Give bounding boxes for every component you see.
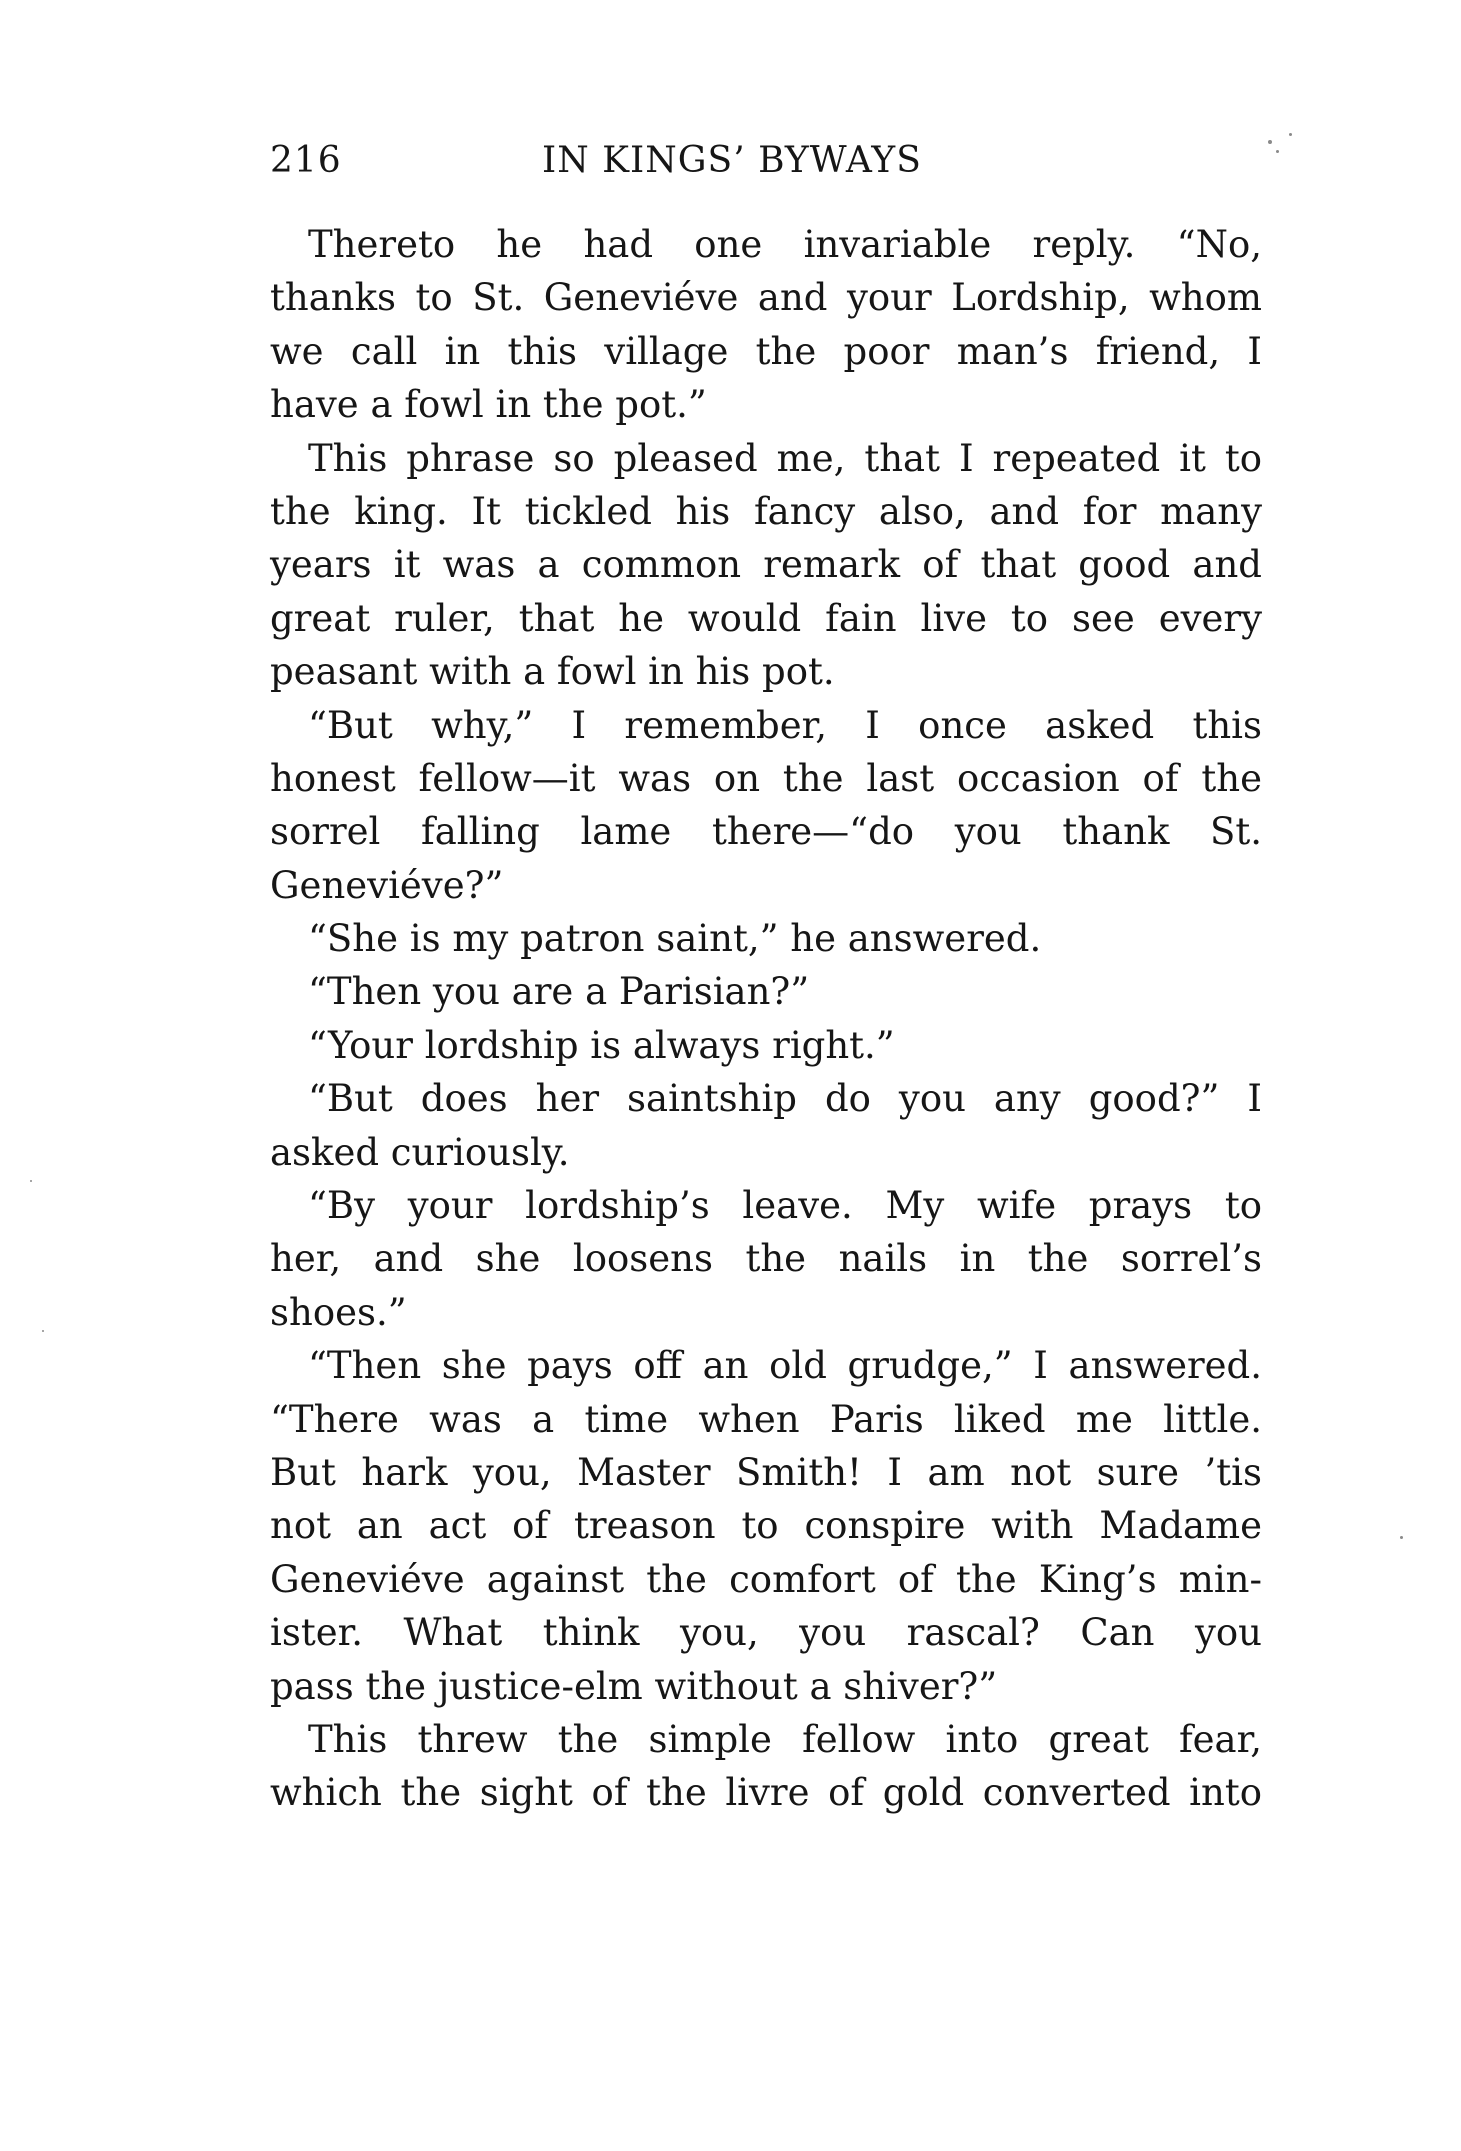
- text-line: thanks to St. Geneviéve and your Lordship, whom: [270, 276, 1262, 320]
- text-line: which the sight of the livre of gold converted into: [270, 1771, 1262, 1815]
- text-line: peasant with a fowl in his pot.: [270, 650, 835, 694]
- text-line: we call in this village the poor man’s friend, I: [270, 329, 1262, 373]
- text-line: pass the justice-elm without a shiver?”: [270, 1664, 998, 1708]
- text-line: “She is my patron saint,” he answered.: [308, 917, 1042, 961]
- running-head: [270, 140, 1260, 192]
- scan-speck: [1268, 140, 1272, 144]
- text-line: the king. It tickled his fancy also, and for many: [270, 489, 1262, 533]
- scan-speck: [1276, 150, 1279, 153]
- scan-speck: [1400, 1536, 1403, 1539]
- text-line: not an act of treason to conspire with Madame: [270, 1504, 1262, 1548]
- text-line: Geneviéve?”: [270, 863, 504, 907]
- scan-speck: [42, 1330, 44, 1332]
- text-line: shoes.”: [270, 1290, 407, 1334]
- text-line: This phrase so pleased me, that I repeated it to: [308, 436, 1262, 480]
- body-text: [270, 218, 1262, 1820]
- running-title: IN KINGS’ BYWAYS: [542, 140, 922, 181]
- text-line: “By your lordship’s leave. My wife prays to: [308, 1184, 1262, 1228]
- text-line: But hark you, Master Smith! I am not sure ’tis: [270, 1450, 1262, 1494]
- text-line: This threw the simple fellow into great fear,: [308, 1717, 1262, 1761]
- text-line: “Your lordship is always right.”: [308, 1023, 895, 1067]
- text-line: asked curiously.: [270, 1130, 570, 1174]
- text-line: “But does her saintship do you any good?” I: [308, 1077, 1262, 1121]
- text-line: “But why,” I remember, I once asked this: [308, 703, 1262, 747]
- text-line: “There was a time when Paris liked me little.: [270, 1397, 1262, 1441]
- text-line: years it was a common remark of that good and: [270, 543, 1262, 587]
- text-line: her, and she loosens the nails in the sorrel’s: [270, 1237, 1262, 1281]
- text-line: Geneviéve against the comfort of the King’s min-: [270, 1557, 1262, 1601]
- text-line: Thereto he had one invariable reply. “No,: [308, 223, 1262, 266]
- text-line: ister. What think you, you rascal? Can you: [270, 1611, 1262, 1655]
- text-line: sorrel falling lame there—“do you thank St.: [270, 810, 1262, 854]
- text-line: have a fowl in the pot.”: [270, 383, 707, 427]
- scan-speck: [30, 1180, 32, 1182]
- text-line: great ruler, that he would fain live to see every: [270, 596, 1262, 640]
- text-line: “Then she pays off an old grudge,” I answered.: [308, 1344, 1262, 1388]
- text-line: honest fellow—it was on the last occasion of the: [270, 756, 1262, 800]
- text-line: “Then you are a Parisian?”: [308, 970, 810, 1014]
- scan-speck: [1289, 133, 1292, 136]
- page-number: 216: [270, 140, 342, 181]
